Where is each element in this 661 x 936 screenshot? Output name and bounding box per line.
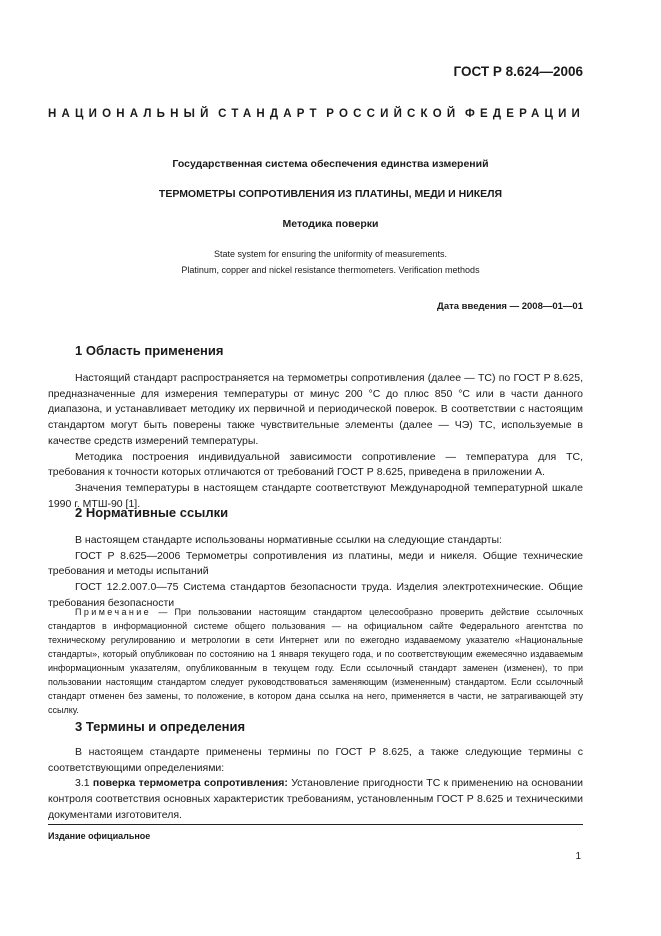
note-text: — При пользовании настоящим стандартом целесообразно проверить действие ссылочных стандартов в информационной системе общего пользования — на официальном сайте Федерального агентства по техническому регулированию и метрологии в сети Интернет или по ежегодно издаваемому указателю «Национальные стандарты», который опубликован по состоянию на 1 января текущего года, и по соответствующим ежемесячно издаваемым информационным указателям, опубликованным в текущем году. Если ссылочный стандарт заменен (изменен), то при пользовании настоящим стандартом следует руководствоваться заменяющим (измененным) стандартом. Если ссылочный стандарт отменен без замены, то положение, в котором дана ссылка на него, применяется в части, не затрагивающей эту ссылку. bbox=[48, 607, 583, 715]
section-1-body bbox=[48, 371, 583, 512]
english-title-line: State system for ensuring the uniformity of measurements. bbox=[213, 249, 448, 259]
section-3-heading: 3 Термины и определения bbox=[75, 719, 246, 734]
banner-word: СТАНДАРТ bbox=[218, 108, 322, 120]
section-1-heading: 1 Область применения bbox=[75, 343, 224, 358]
term-number: 3.1 bbox=[75, 777, 93, 790]
english-title bbox=[48, 246, 613, 278]
national-standard-banner bbox=[48, 108, 585, 120]
banner-word: РОССИЙСКОЙ bbox=[326, 108, 461, 120]
term-definition bbox=[48, 776, 583, 823]
paragraph: Настоящий стандарт распространяется на термометры сопротивления (далее — ТС) по ГОСТ Р 8.625, предназначенные для измерения температуры от минус 200 °С до плюс 850 °С или в части данного диапазона, и устанавливает методику их первичной и периодической поверок. В соответствии с настоящим стандартом могут быть поверены также чувствительные элементы (далее — ЧЭ) ТС, используемые в качестве средств измерений температуры. bbox=[48, 372, 583, 447]
edition-label: Издание официальное bbox=[48, 831, 151, 841]
subtitle: Методика поверки bbox=[282, 218, 379, 230]
paragraph: ГОСТ 12.2.007.0—75 Система стандартов безопасности труда. Изделия электротехнические. Общие требования безопасности bbox=[48, 581, 583, 609]
banner-word: НАЦИОНАЛЬНЫЙ bbox=[48, 108, 214, 120]
note-block bbox=[48, 605, 583, 717]
paragraph: Методика построения индивидуальной зависимости сопротивление — температура для ТС, требования к точности которых отличаются от требований ГОСТ Р 8.625, приведена в приложении А. bbox=[48, 450, 583, 479]
section-2-body bbox=[48, 533, 583, 612]
term-name: поверка термометра сопротивления: bbox=[92, 777, 288, 790]
paragraph: В настоящем стандарте использованы нормативные ссылки на следующие стандарты: bbox=[75, 534, 502, 546]
note-paragraph bbox=[48, 605, 583, 717]
paragraph: Значения температуры в настоящем стандарте соответствуют Международной температурной шкале 1990 г. МТШ-90 [1]. bbox=[48, 481, 583, 510]
section-2-heading: 2 Нормативные ссылки bbox=[75, 505, 229, 520]
document-code: ГОСТ Р 8.624—2006 bbox=[453, 64, 583, 79]
main-title: ТЕРМОМЕТРЫ СОПРОТИВЛЕНИЯ ИЗ ПЛАТИНЫ, МЕДИ И НИКЕЛЯ bbox=[158, 188, 503, 200]
english-title-line: Platinum, copper and nickel resistance thermometers. Verification methods bbox=[181, 265, 480, 275]
paragraph: ГОСТ Р 8.625—2006 Термометры сопротивления из платины, меди и никеля. Общие технические требования и методы испытаний bbox=[48, 549, 583, 578]
system-title: Государственная система обеспечения единства измерений bbox=[172, 158, 489, 170]
footer-rule bbox=[48, 824, 583, 825]
date-of-introduction: Дата введения — 2008—01—01 bbox=[437, 301, 583, 312]
banner-word: ФЕДЕРАЦИИ bbox=[464, 108, 585, 120]
term-text: Установление пригодности ТС к применению на основании контроля соответствия основных характеристик требованиям, установленным ГОСТ Р 8.625 и техническими документами изготовителя. bbox=[48, 777, 583, 821]
paragraph: В настоящем стандарте применены термины по ГОСТ Р 8.625, а также следующие термины с соответствующими определениями: bbox=[48, 746, 583, 774]
section-3-body bbox=[48, 745, 583, 824]
note-label: Примечание bbox=[75, 607, 152, 617]
page-number: 1 bbox=[575, 851, 581, 862]
